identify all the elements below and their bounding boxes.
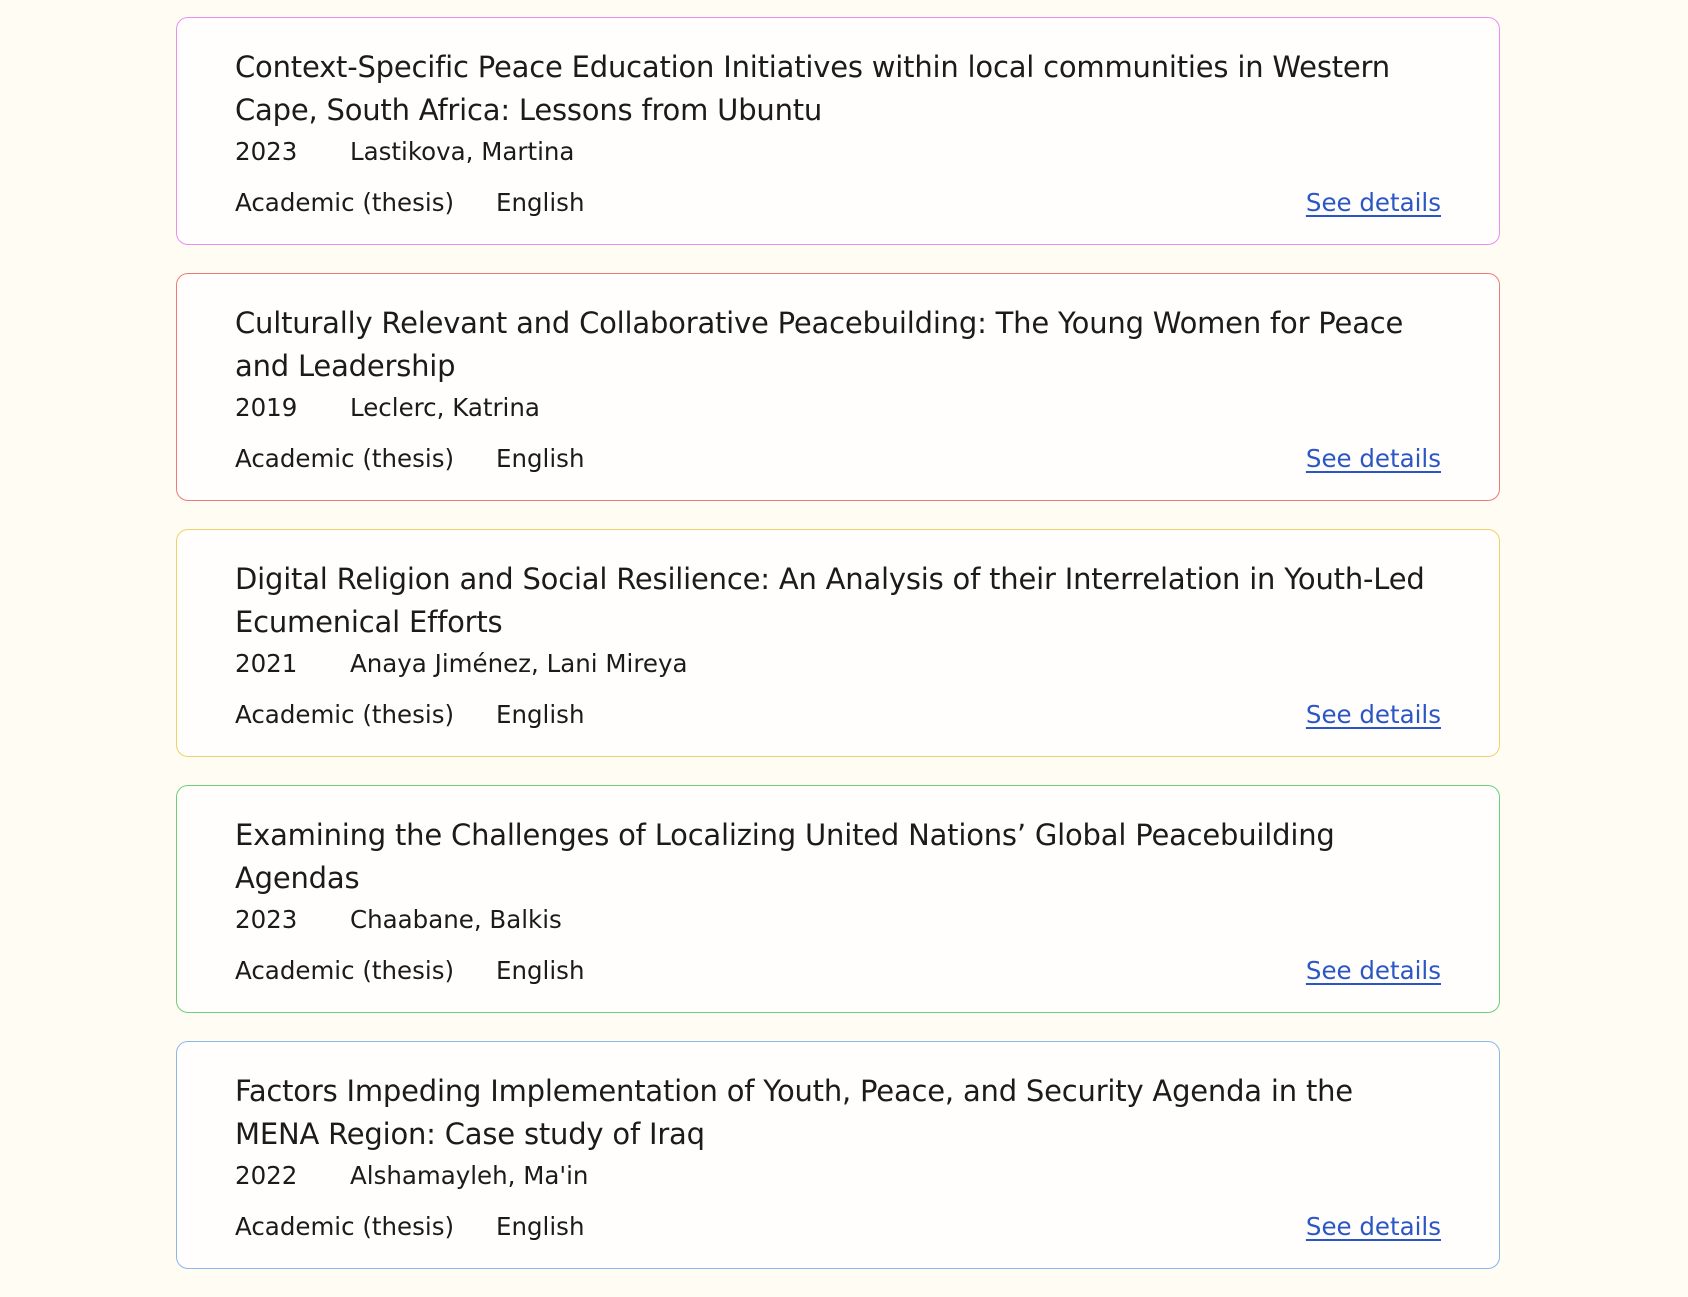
result-footer — [235, 1210, 1441, 1244]
result-meta — [235, 1159, 1441, 1193]
result-author: Anaya Jiménez, Lani Mireya — [350, 649, 688, 678]
see-details-link[interactable]: See details — [1305, 188, 1441, 217]
result-card — [176, 785, 1500, 1013]
result-language: English — [496, 188, 585, 217]
see-details-link[interactable]: See details — [1305, 700, 1441, 729]
result-meta — [235, 903, 1441, 937]
result-author: Chaabane, Balkis — [350, 905, 562, 934]
see-details-link[interactable]: See details — [1305, 956, 1441, 985]
result-footer — [235, 442, 1441, 476]
result-footer — [235, 186, 1441, 220]
result-title: Factors Impeding Implementation of Youth, Peace, and Security Agenda in the MENA Region: Case study of Iraq — [235, 1074, 1353, 1151]
result-type: Academic (thesis) — [235, 956, 455, 985]
result-year: 2023 — [235, 905, 298, 934]
results-list — [176, 17, 1500, 1297]
result-year: 2019 — [235, 393, 298, 422]
result-language: English — [496, 700, 585, 729]
result-title: Examining the Challenges of Localizing United Nations’ Global Peacebuilding Agendas — [235, 818, 1335, 895]
result-type: Academic (thesis) — [235, 188, 455, 217]
result-language: English — [496, 956, 585, 985]
result-type: Academic (thesis) — [235, 1212, 455, 1241]
result-title: Culturally Relevant and Collaborative Peacebuilding: The Young Women for Peace and Leadership — [235, 306, 1404, 383]
result-footer — [235, 954, 1441, 988]
result-footer — [235, 698, 1441, 732]
see-details-link[interactable]: See details — [1305, 444, 1441, 473]
result-meta — [235, 647, 1441, 681]
result-author: Leclerc, Katrina — [350, 393, 540, 422]
result-author: Lastikova, Martina — [350, 137, 575, 166]
result-title: Digital Religion and Social Resilience: An Analysis of their Interrelation in Youth-Led Ecumenical Efforts — [235, 562, 1425, 639]
result-card — [176, 273, 1500, 501]
result-title: Context-Specific Peace Education Initiatives within local communities in Western Cape, South Africa: Lessons from Ubuntu — [235, 50, 1390, 127]
result-year: 2021 — [235, 649, 298, 678]
result-card — [176, 17, 1500, 245]
result-year: 2022 — [235, 1161, 298, 1190]
result-meta — [235, 135, 1441, 169]
result-meta — [235, 391, 1441, 425]
result-year: 2023 — [235, 137, 298, 166]
result-language: English — [496, 444, 585, 473]
result-language: English — [496, 1212, 585, 1241]
see-details-link[interactable]: See details — [1305, 1212, 1441, 1241]
result-type: Academic (thesis) — [235, 444, 455, 473]
result-card — [176, 529, 1500, 757]
result-author: Alshamayleh, Ma'in — [350, 1161, 589, 1190]
result-card — [176, 1041, 1500, 1269]
result-type: Academic (thesis) — [235, 700, 455, 729]
